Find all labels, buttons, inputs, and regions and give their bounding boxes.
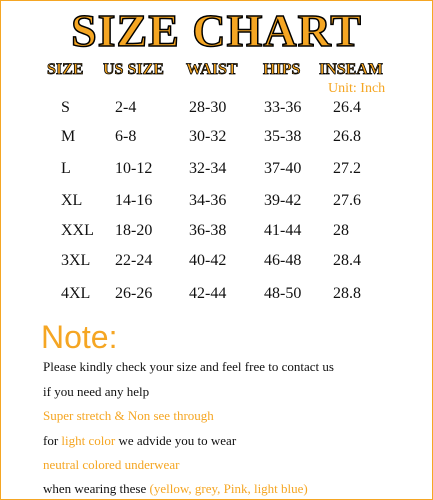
row-hips: 41-44 <box>264 222 302 239</box>
row-waist: 32-34 <box>189 160 227 177</box>
note-line-4-post: we advide you to wear <box>115 433 237 448</box>
header-waist: WAIST <box>186 61 238 78</box>
row-us-size: 22-24 <box>115 252 153 269</box>
row-inseam: 27.6 <box>333 192 361 209</box>
row-waist: 28-30 <box>189 99 227 116</box>
row-waist: 40-42 <box>189 252 227 269</box>
note-line-2: if you need any help <box>43 384 150 399</box>
row-inseam: 28.4 <box>333 252 361 269</box>
row-hips: 37-40 <box>264 160 302 177</box>
row-hips: 48-50 <box>264 285 302 302</box>
note-line-4 <box>43 433 236 449</box>
note-line-3: Super stretch & Non see through <box>43 408 214 423</box>
note-line-1: Please kindly check your size and feel free to contact us <box>43 359 334 374</box>
header-inseam: INSEAM <box>319 61 384 78</box>
note-line-4-pre: for <box>43 433 62 448</box>
note-line-5: neutral colored underwear <box>43 457 180 472</box>
row-waist: 30-32 <box>189 128 227 145</box>
row-waist: 34-36 <box>189 192 227 209</box>
row-inseam: 26.4 <box>333 99 361 116</box>
row-hips: 46-48 <box>264 252 302 269</box>
row-size: L <box>61 160 71 177</box>
note-line-6 <box>43 481 308 497</box>
note-line-4-highlight: light color <box>61 433 116 448</box>
note-title: Note: <box>41 319 118 355</box>
row-hips: 35-38 <box>264 128 302 145</box>
header-size: SIZE <box>47 61 84 78</box>
row-hips: 33-36 <box>264 99 302 116</box>
unit-label: Unit: Inch <box>328 81 386 96</box>
row-inseam: 26.8 <box>333 128 361 145</box>
row-us-size: 2-4 <box>115 99 137 116</box>
row-inseam: 28 <box>333 222 349 239</box>
row-size: 4XL <box>61 285 91 302</box>
row-size: M <box>61 128 76 145</box>
note-line-6-highlight: (yellow, grey, Pink, light blue) <box>149 481 308 496</box>
row-us-size: 18-20 <box>115 222 153 239</box>
row-inseam: 28.8 <box>333 285 361 302</box>
row-us-size: 14-16 <box>115 192 153 209</box>
row-waist: 42-44 <box>189 285 227 302</box>
row-size: 3XL <box>61 252 91 269</box>
row-size: XL <box>61 192 83 209</box>
row-hips: 39-42 <box>264 192 302 209</box>
row-inseam: 27.2 <box>333 160 361 177</box>
row-us-size: 26-26 <box>115 285 153 302</box>
header-us-size: US SIZE <box>103 61 164 78</box>
note-line-6-pre: when wearing these <box>43 481 150 496</box>
row-waist: 36-38 <box>189 222 227 239</box>
size-chart-title: SIZE CHART <box>71 5 362 56</box>
row-us-size: 10-12 <box>115 160 153 177</box>
row-size: S <box>61 99 70 116</box>
header-hips: HIPS <box>263 61 301 78</box>
row-size: XXL <box>61 222 94 239</box>
row-us-size: 6-8 <box>115 128 137 145</box>
